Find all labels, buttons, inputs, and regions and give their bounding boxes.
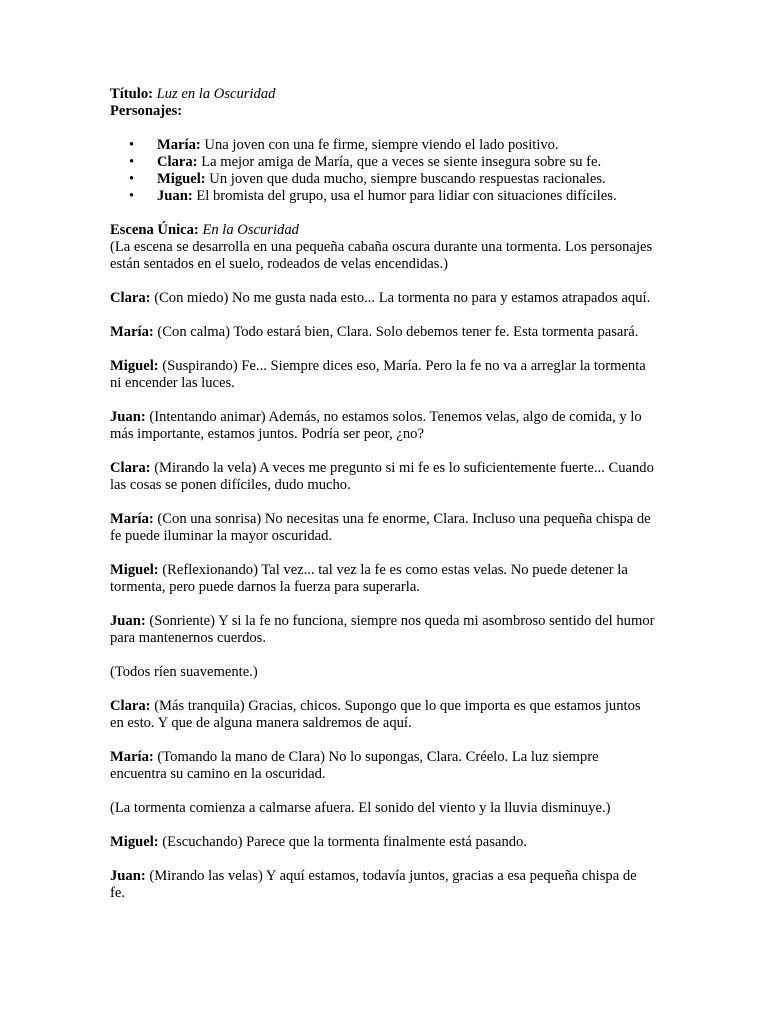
document-page <box>110 86 655 902</box>
stage-direction-text: (La tormenta comienza a calmarse afuera. El sonido del viento y la lluvia disminuye.) <box>110 800 611 816</box>
dialogue-line <box>110 868 655 902</box>
dialogue-text: (Mirando la vela) A veces me pregunto si mi fe es lo suficientemente fuerte... Cuando las cosas se ponen difíciles, dudo mucho. <box>110 460 654 493</box>
dialogue-text: (Más tranquila) Gracias, chicos. Supongo que lo que importa es que estamos juntos en esto. Y que de alguna manera saldremos de aquí. <box>110 698 641 731</box>
character-name: Clara: <box>157 154 198 170</box>
dialogue-line <box>110 290 655 307</box>
character-name: María: <box>157 137 201 153</box>
bullet-icon: • <box>129 137 135 153</box>
dialogue-text: (Escuchando) Parece que la tormenta finalmente está pasando. <box>162 834 527 850</box>
list-item <box>110 188 655 205</box>
dialogue-line <box>110 358 655 392</box>
stage-direction <box>110 664 655 681</box>
bullet-icon: • <box>129 171 135 187</box>
characters-list <box>110 137 655 205</box>
dialogue-list <box>110 290 655 902</box>
speaker-name: Miguel: <box>110 562 159 578</box>
dialogue-text: (Con una sonrisa) No necesitas una fe enorme, Clara. Incluso una pequeña chispa de fe puede iluminar la mayor oscuridad. <box>110 511 651 544</box>
dialogue-text: (Con miedo) No me gusta nada esto... La tormenta no para y estamos atrapados aquí. <box>154 290 651 306</box>
play-title: Luz en la Oscuridad <box>156 86 276 102</box>
speaker-name: María: <box>110 324 154 340</box>
character-name: Miguel: <box>157 171 206 187</box>
scene-setting: (La escena se desarrolla en una pequeña cabaña oscura durante una tormenta. Los personajes están sentados en el suelo, rodeados de velas encendidas.) <box>110 239 653 272</box>
character-description: La mejor amiga de María, que a veces se siente insegura sobre su fe. <box>201 154 602 170</box>
speaker-name: Juan: <box>110 613 146 629</box>
list-item <box>110 154 655 171</box>
dialogue-text: (Suspirando) Fe... Siempre dices eso, María. Pero la fe no va a arreglar la tormenta ni encender las luces. <box>110 358 646 391</box>
dialogue-line <box>110 749 655 783</box>
speaker-name: Clara: <box>110 290 151 306</box>
character-description: Un joven que duda mucho, siempre buscando respuestas racionales. <box>209 171 606 187</box>
speaker-name: Miguel: <box>110 358 159 374</box>
characters-heading: Personajes: <box>110 103 183 119</box>
dialogue-text: (Reflexionando) Tal vez... tal vez la fe es como estas velas. No puede detener la tormenta, pero puede darnos la fuerza para superarla. <box>110 562 628 595</box>
stage-direction-text: (Todos ríen suavemente.) <box>110 664 258 680</box>
character-name: Juan: <box>157 188 193 204</box>
scene-heading <box>110 222 655 239</box>
bullet-icon: • <box>129 188 135 204</box>
scene-label: Escena Única: <box>110 222 199 238</box>
speaker-name: María: <box>110 749 154 765</box>
stage-direction <box>110 800 655 817</box>
dialogue-text: (Tomando la mano de Clara) No lo supongas, Clara. Créelo. La luz siempre encuentra su camino en la oscuridad. <box>110 749 599 782</box>
speaker-name: Juan: <box>110 409 146 425</box>
list-item <box>110 137 655 154</box>
dialogue-line <box>110 324 655 341</box>
dialogue-text: (Mirando las velas) Y aquí estamos, todavía juntos, gracias a esa pequeña chispa de fe. <box>110 868 637 901</box>
speaker-name: Clara: <box>110 460 151 476</box>
speaker-name: Clara: <box>110 698 151 714</box>
bullet-icon: • <box>129 154 135 170</box>
dialogue-line <box>110 511 655 545</box>
dialogue-text: (Con calma) Todo estará bien, Clara. Solo debemos tener fe. Esta tormenta pasará. <box>157 324 639 340</box>
speaker-name: Miguel: <box>110 834 159 850</box>
speaker-name: María: <box>110 511 154 527</box>
dialogue-line <box>110 409 655 443</box>
dialogue-line <box>110 698 655 732</box>
speaker-name: Juan: <box>110 868 146 884</box>
list-item <box>110 171 655 188</box>
title-label: Título: <box>110 86 153 102</box>
scene-block <box>110 222 655 273</box>
character-description: Una joven con una fe firme, siempre viendo el lado positivo. <box>204 137 559 153</box>
dialogue-text: (Intentando animar) Además, no estamos solos. Tenemos velas, algo de comida, y lo más importante, estamos juntos. Podría ser peor, ¿no? <box>110 409 642 442</box>
dialogue-text: (Sonriente) Y si la fe no funciona, siempre nos queda mi asombroso sentido del humor para mantenernos cuerdos. <box>110 613 655 646</box>
dialogue-line <box>110 562 655 596</box>
title-line <box>110 86 655 103</box>
dialogue-line <box>110 460 655 494</box>
dialogue-line <box>110 834 655 851</box>
dialogue-line <box>110 613 655 647</box>
character-description: El bromista del grupo, usa el humor para lidiar con situaciones difíciles. <box>196 188 617 204</box>
scene-title: En la Oscuridad <box>202 222 299 238</box>
